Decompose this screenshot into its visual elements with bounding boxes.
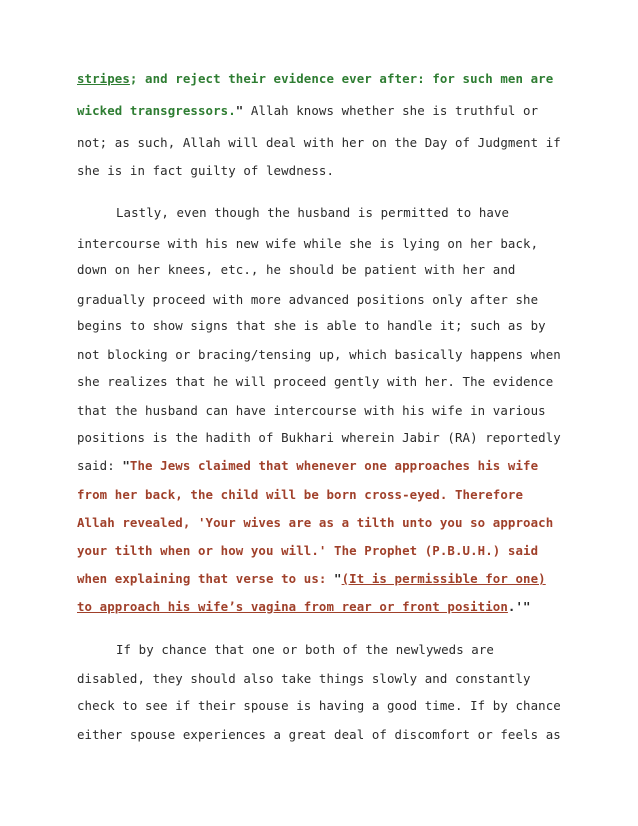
p3-line-4: either spouse experiences a great deal of discomfort or feels as (77, 727, 561, 742)
p2-line-5: begins to show signs that she is able to handle it; such as by (77, 318, 546, 333)
hadith-underlined: (It is permissible for one) (341, 571, 546, 586)
p3-line-2: disabled, they should also take things slowly and constantly (77, 671, 531, 686)
p1-line-3: not; as such, Allah will deal with her on the Day of Judgment if (77, 135, 561, 150)
p1-line-4: she is in fact guilty of lewdness. (77, 163, 335, 178)
p2-line-13: your tilth when or how you will.' The Prophet (P.B.U.H.) said (77, 543, 539, 558)
body-text: said: (77, 458, 123, 473)
p2-line-14 (77, 571, 546, 587)
p2-line-6: not blocking or bracing/tensing up, which basically happens when (77, 347, 561, 362)
p3-line-3: check to see if their spouse is having a good time. If by chance (77, 698, 561, 713)
quote-mark: " (334, 571, 342, 586)
hadith-text: when explaining that verse to us: (77, 571, 335, 586)
quote-mark: .'" (507, 599, 531, 614)
p3-line-1: If by chance that one or both of the newlyweds are (116, 642, 494, 657)
p2-line-2: intercourse with his new wife while she is lying on her back, (77, 236, 539, 251)
p2-line-10 (77, 458, 538, 474)
quote-text: ; and reject their evidence ever after: for such men are (129, 71, 554, 86)
p2-line-4: gradually proceed with more advanced positions only after she (77, 292, 539, 307)
p2-line-3: down on her knees, etc., he should be patient with her and (77, 262, 516, 277)
hadith-text: The Jews claimed that whenever one approaches his wife (129, 458, 539, 473)
quote-mark: " (122, 458, 130, 473)
quote-text: wicked transgressors. (77, 103, 236, 118)
quote-stripes: stripes (77, 71, 130, 86)
p1-line-1 (77, 71, 553, 87)
p2-line-7: she realizes that he will proceed gently with her. The evidence (77, 374, 554, 389)
p2-line-8: that the husband can have intercourse with his wife in various (77, 403, 546, 418)
p2-line-1: Lastly, even though the husband is permitted to have (116, 205, 510, 220)
p2-line-15 (77, 599, 531, 615)
body-text: Allah knows whether she is truthful or (243, 103, 539, 118)
p2-line-12: Allah revealed, 'Your wives are as a tilth unto you so approach (77, 515, 554, 530)
p2-line-9: positions is the hadith of Bukhari wherein Jabir (RA) reportedly (77, 430, 561, 445)
hadith-underlined: to approach his wife’s vagina from rear or front position (77, 599, 508, 614)
p1-line-2 (77, 103, 538, 119)
p2-line-11: from her back, the child will be born cross-eyed. Therefore (77, 487, 524, 502)
quote-mark: " (235, 103, 244, 118)
